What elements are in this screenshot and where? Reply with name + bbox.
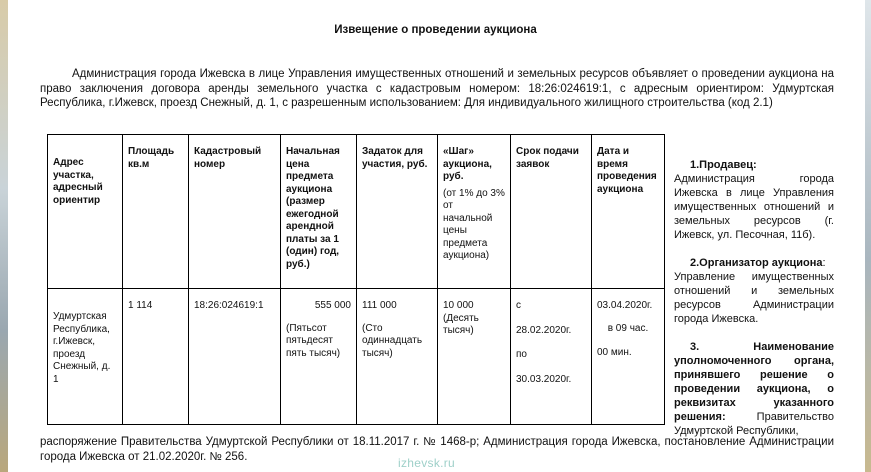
deadline-from-prefix: с	[516, 300, 521, 311]
cell-deposit	[357, 289, 438, 425]
seller-section	[674, 158, 834, 242]
authority-text: Правительство Удмуртской Республики,	[674, 411, 834, 437]
header-step	[438, 135, 511, 289]
cell-auction-datetime	[592, 289, 665, 425]
auction-time: в 09 час.	[607, 322, 649, 334]
header-area: Площадь кв.м	[123, 135, 189, 289]
header-step-note: (от 1% до 3% от начальной цены предмета аукциона)	[443, 187, 505, 261]
cell-start-price	[281, 289, 357, 425]
cell-deadline	[511, 289, 592, 425]
organizer-colon: :	[822, 257, 826, 269]
organizer-text: Управление имущественных отношений и земельных ресурсов Администрации города Ижевска.	[674, 271, 834, 325]
cell-step	[438, 289, 511, 425]
auction-table	[47, 134, 665, 425]
organizer-section	[674, 256, 834, 326]
auction-date: 03.04.2020г.	[597, 300, 653, 311]
page-title: Извещение о проведении аукциона	[334, 24, 537, 36]
deadline-to: 30.03.2020г.	[516, 373, 572, 385]
header-cadastral: Кадастровый номер	[189, 135, 281, 289]
page-edge-left	[0, 0, 8, 472]
header-datetime: Дата и время проведения аукциона	[592, 135, 665, 289]
header-start-price: Начальная цена предмета аукциона (размер ежегодной арендной платы за 1 (один) год, руб.)	[281, 135, 357, 289]
authority-heading: 3. Наименование уполномоченного органа, принявшего решение о проведении аукциона, о реквизитах указанного решения:	[674, 341, 834, 423]
side-info	[674, 158, 834, 452]
cell-address: Удмуртская Республика, г.Ижевск, проезд Снежный, д. 1	[48, 289, 123, 425]
cell-area: 1 114	[123, 289, 189, 425]
deadline-from: 28.02.2020г.	[516, 324, 572, 336]
step-value: 10 000	[443, 300, 474, 311]
watermark: izhevsk.ru	[398, 456, 456, 470]
deadline-to-prefix: по	[516, 349, 527, 360]
footer-paragraph: распоряжение Правительства Удмуртской Республики от 18.11.2017 г. № 1468-р; Администрация города Ижевска, постановление Администрации города Ижевска от 21.02.2020г. № 256.	[40, 436, 834, 463]
intro-paragraph	[40, 67, 834, 111]
header-step-title: «Шаг» аукциона, руб.	[443, 146, 492, 182]
start-price-words: (Пятьсот пятьдесят пять тысяч)	[286, 322, 341, 359]
cell-cadastral: 18:26:024619:1	[189, 289, 281, 425]
table-row	[48, 289, 665, 425]
page-edge-right	[865, 0, 871, 472]
authority-section	[674, 340, 834, 438]
organizer-heading: 2.Организатор аукциона	[690, 257, 823, 269]
step-words: (Десять тысяч)	[443, 312, 479, 336]
table-header-row	[48, 135, 665, 289]
header-deadline: Срок подачи заявок	[511, 135, 592, 289]
deposit-words: (Сто одиннадцать тысяч)	[362, 322, 423, 359]
auction-min: 00 мин.	[597, 347, 632, 358]
header-deposit: Задаток для участия, руб.	[357, 135, 438, 289]
start-price-value: 555 000	[314, 300, 351, 311]
header-address: Адрес участка, адресный ориентир	[48, 135, 123, 289]
intro-text: Администрация города Ижевска в лице Управления имущественных отношений и земельных ресурсов объявляет о проведении аукциона на право заключения договора аренды земельного участка с кадастровым номером: 18:26:024619:1, с адресным ориентиром: Удмуртская Республика, г.Ижевск, проезд Снежный, д. 1, с разрешенным использованием: Для индивидуального жилищного строительства (код 2.1)	[40, 68, 834, 109]
seller-heading: 1.Продавец:	[690, 159, 757, 171]
seller-text: Администрация города Ижевска в лице Управления имущественных отношений и земельных ресурсов (г. Ижевск, ул. Песочная, 11б).	[674, 173, 834, 241]
deposit-value: 111 000	[362, 300, 397, 311]
